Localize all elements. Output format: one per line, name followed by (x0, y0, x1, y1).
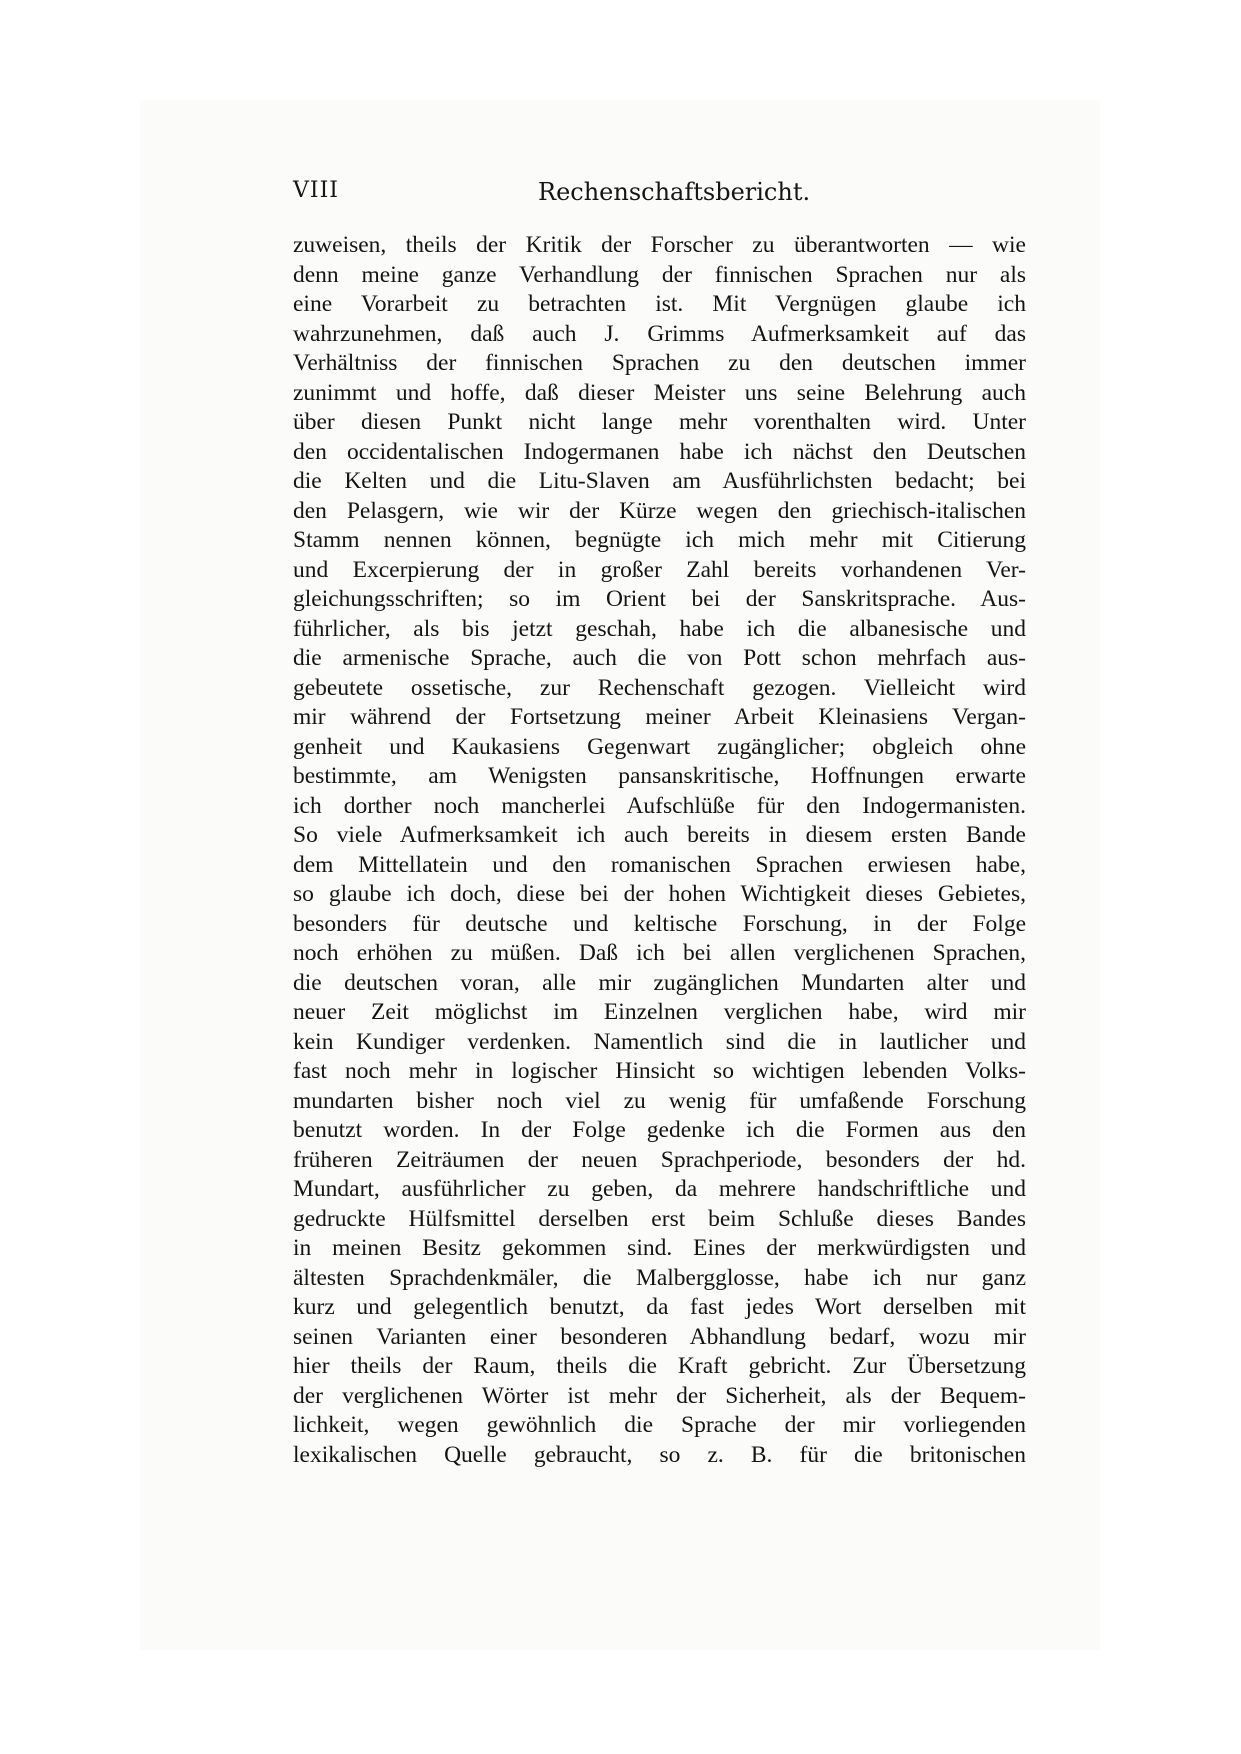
text-line: Verhältniss der finnischen Sprachen zu den deutschen immer (293, 350, 1026, 376)
text-line: So viele Aufmerksamkeit ich auch bereits in diesem ersten Bande (293, 822, 1026, 848)
running-title: Rechenschaftsbericht. (538, 178, 811, 206)
text-line: in meinen Besitz gekommen sind. Eines der merkwürdigsten und (293, 1235, 1026, 1261)
text-line: wahrzunehmen, daß auch J. Grimms Aufmerksamkeit auf das (293, 320, 1026, 347)
text-line: die Kelten und die Litu-Slaven am Ausführlichsten bedacht; bei (293, 468, 1026, 494)
text-line: eine Vorarbeit zu betrachten ist. Mit Vergnügen glaube ich (293, 291, 1026, 317)
text-line: lichkeit, wegen gewöhnlich die Sprache der mir vorliegenden (293, 1412, 1026, 1438)
body-text (293, 231, 1026, 1470)
text-line: denn meine ganze Verhandlung der finnischen Sprachen nur als (293, 261, 1026, 288)
text-line: früheren Zeiträumen der neuen Sprachperiode, besonders der hd. (293, 1146, 1026, 1173)
text-line: lexikalischen Quelle gebraucht, so z. B. für die britonischen (293, 1441, 1026, 1468)
text-line: den occidentalischen Indogermanen habe ich nächst den Deutschen (293, 438, 1026, 465)
text-line: so glaube ich doch, diese bei der hohen Wichtigkeit dieses Gebietes, (293, 881, 1026, 907)
text-line: hier theils der Raum, theils die Kraft gebricht. Zur Übersetzung (293, 1353, 1026, 1379)
text-line: führlicher, als bis jetzt geschah, habe ich die albanesische und (293, 615, 1026, 642)
text-line: den Pelasgern, wie wir der Kürze wegen den griechisch-italischen (293, 497, 1026, 524)
page-number: VIII (293, 178, 339, 203)
text-line: ältesten Sprachdenkmäler, die Malbergglosse, habe ich nur ganz (293, 1264, 1026, 1291)
page-header (293, 178, 1026, 218)
text-line: genheit und Kaukasiens Gegenwart zugänglicher; obgleich ohne (293, 733, 1026, 760)
text-line: die deutschen voran, alle mir zugänglichen Mundarten alter und (293, 969, 1026, 996)
text-line: gleichungsschriften; so im Orient bei der Sanskritsprache. Aus- (293, 586, 1026, 612)
text-line: zunimmt und hoffe, daß dieser Meister uns seine Belehrung auch (293, 379, 1026, 406)
text-line: seinen Varianten einer besonderen Abhandlung bedarf, wozu mir (293, 1323, 1026, 1350)
text-line: neuer Zeit möglichst im Einzelnen verglichen habe, wird mir (293, 999, 1026, 1025)
text-line: mundarten bisher noch viel zu wenig für umfaßende Forschung (293, 1087, 1026, 1114)
text-line: noch erhöhen zu müßen. Daß ich bei allen verglichenen Sprachen, (293, 940, 1026, 966)
text-line: gebeutete ossetische, zur Rechenschaft gezogen. Vielleicht wird (293, 674, 1026, 701)
text-line: der verglichenen Wörter ist mehr der Sicherheit, als der Bequem- (293, 1382, 1026, 1409)
text-line: kurz und gelegentlich benutzt, da fast jedes Wort derselben mit (293, 1294, 1026, 1320)
text-line: benutzt worden. In der Folge gedenke ich die Formen aus den (293, 1117, 1026, 1143)
text-line: Stamm nennen können, begnügte ich mich mehr mit Citierung (293, 527, 1026, 553)
text-line: ich dorther noch mancherlei Aufschlüße für den Indogermanisten. (293, 792, 1026, 819)
text-line: besonders für deutsche und keltische Forschung, in der Folge (293, 910, 1026, 937)
text-line: und Excerpierung der in großer Zahl bereits vorhandenen Ver- (293, 556, 1026, 583)
text-line: zuweisen, theils der Kritik der Forscher zu überantworten — wie (293, 232, 1026, 258)
text-line: dem Mittellatein und den romanischen Sprachen erwiesen habe, (293, 851, 1026, 878)
text-line: mir während der Fortsetzung meiner Arbeit Kleinasiens Vergan- (293, 704, 1026, 730)
text-line: kein Kundiger verdenken. Namentlich sind die in lautlicher und (293, 1028, 1026, 1055)
text-line: über diesen Punkt nicht lange mehr vorenthalten wird. Unter (293, 409, 1026, 435)
text-line: fast noch mehr in logischer Hinsicht so wichtigen lebenden Volks- (293, 1058, 1026, 1084)
text-line: die armenische Sprache, auch die von Pott schon mehrfach aus- (293, 645, 1026, 671)
text-line: gedruckte Hülfsmittel derselben erst beim Schluße dieses Bandes (293, 1205, 1026, 1232)
text-line: Mundart, ausführlicher zu geben, da mehrere handschriftliche und (293, 1176, 1026, 1202)
text-line: bestimmte, am Wenigsten pansanskritische, Hoffnungen erwarte (293, 763, 1026, 789)
